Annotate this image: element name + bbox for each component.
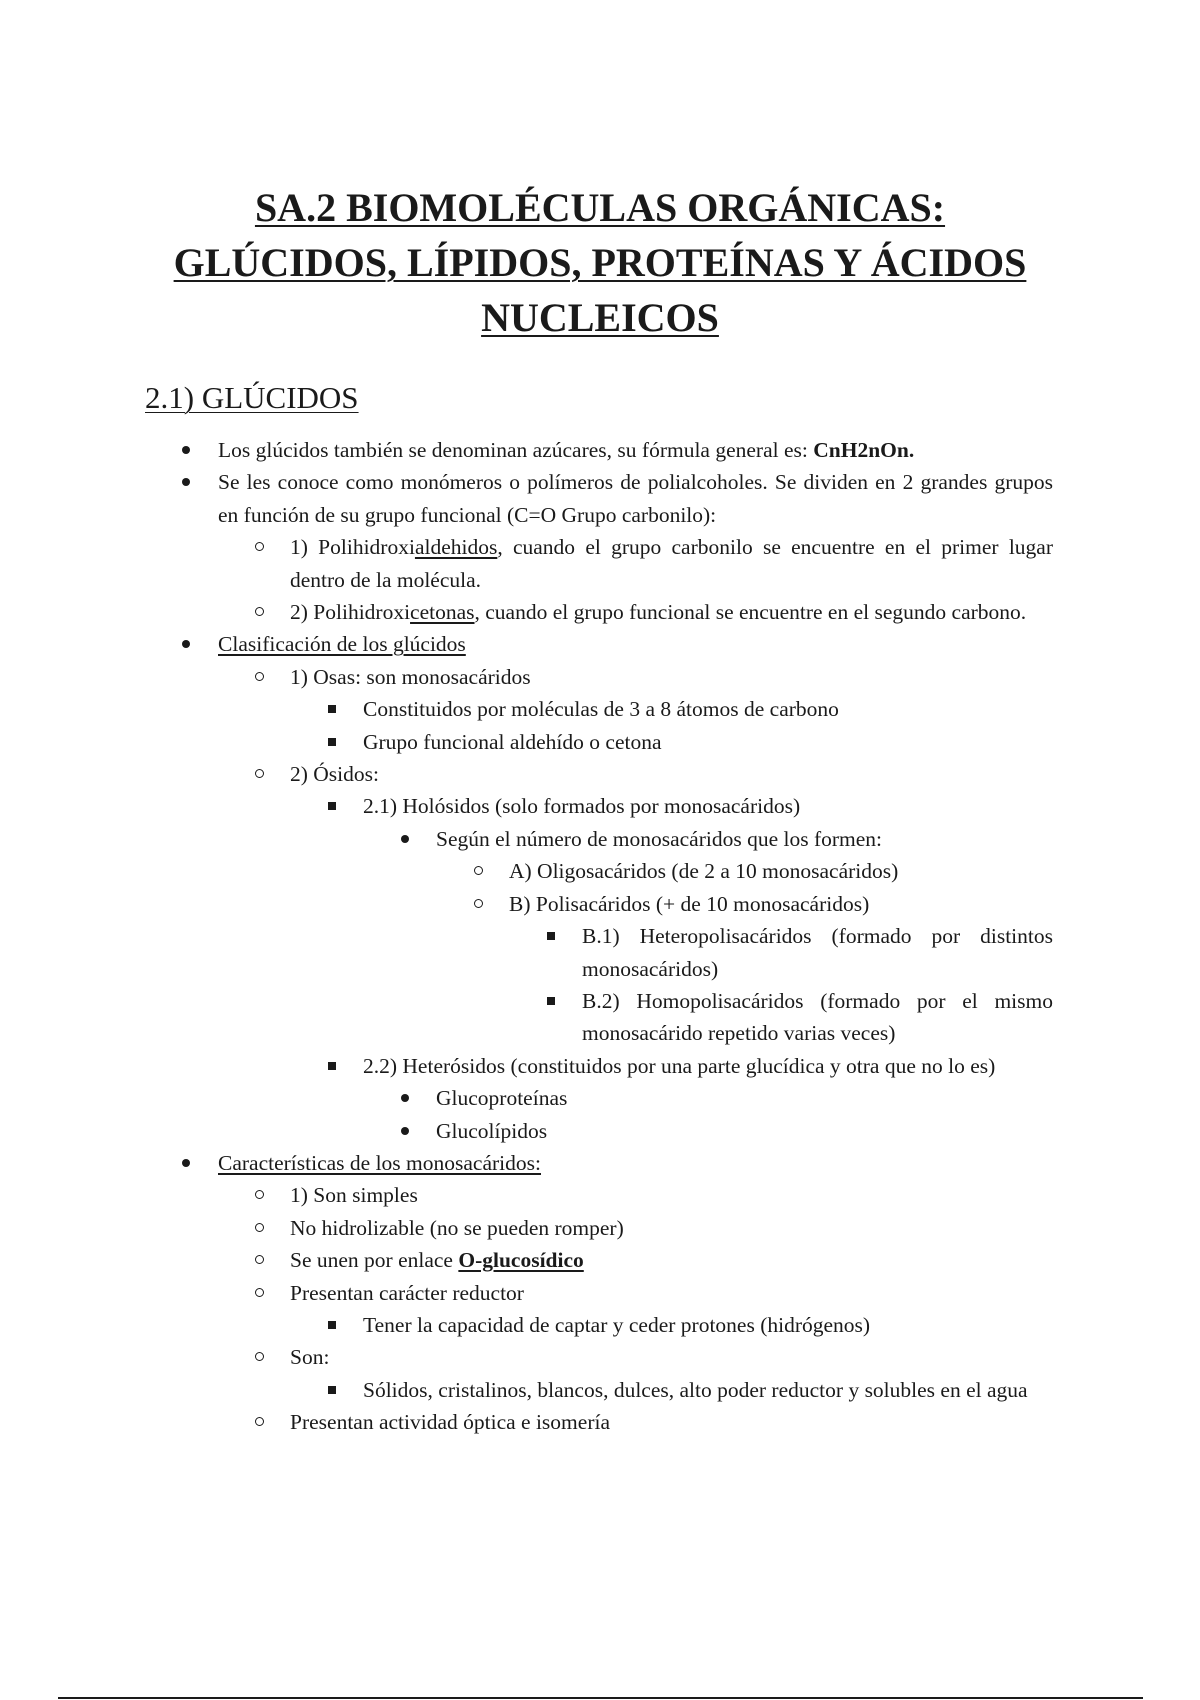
list-item: Tener la capacidad de captar y ceder protones (hidrógenos) (0, 1309, 1200, 1341)
bond-term: O-glucosídico (458, 1248, 584, 1273)
bullet-circle-icon (255, 1341, 264, 1361)
bullet-square-icon (328, 726, 336, 746)
bullet-disc-icon (401, 1082, 409, 1102)
footer-divider (58, 1697, 1143, 1699)
list-item: 1) Son simples (0, 1179, 1200, 1211)
bullet-disc-icon (182, 434, 190, 454)
document-title (140, 180, 1060, 345)
bullet-circle-icon (255, 1212, 264, 1232)
list-item (0, 628, 1200, 660)
list-item: B) Polisacáridos (+ de 10 monosacáridos) (0, 888, 1200, 920)
list-item: Los glúcidos también se denominan azúcares, su fórmula general es: CnH2nOn. (0, 434, 1200, 466)
bullet-square-icon (328, 1374, 336, 1394)
bullet-square-icon (328, 1309, 336, 1329)
list-item: B.1) Heteropolisacáridos (formado por distintos monosacáridos) (0, 920, 1200, 985)
list-item: 2) Ósidos: (0, 758, 1200, 790)
formula: CnH2nOn. (813, 438, 915, 462)
list-item: 2) Polihidroxicetonas, cuando el grupo funcional se encuentre en el segundo carbono. (0, 596, 1200, 628)
bullet-disc-icon (401, 823, 409, 843)
bullet-disc-icon (182, 1147, 190, 1167)
title-line-2: GLÚCIDOS, LÍPIDOS, PROTEÍNAS Y ÁCIDOS (173, 240, 1027, 285)
bullet-circle-icon (255, 758, 264, 778)
list-item: 1) Polihidroxialdehidos, cuando el grupo carbonilo se encuentre en el primer lugar dentro de la molécula. (0, 531, 1200, 596)
list-item: Constituidos por moléculas de 3 a 8 átomos de carbono (0, 693, 1200, 725)
subheading: Características de los monosacáridos: (218, 1150, 541, 1175)
bullet-list (0, 434, 1200, 1439)
title-line-3: NUCLEICOS (481, 295, 719, 340)
list-item: Presentan carácter reductor (0, 1277, 1200, 1309)
bullet-circle-icon (255, 1244, 264, 1264)
title-line-1: SA.2 BIOMOLÉCULAS ORGÁNICAS: (254, 185, 946, 230)
bullet-square-icon (328, 1050, 336, 1070)
bullet-circle-icon (255, 596, 264, 616)
list-item: No hidrolizable (no se pueden romper) (0, 1212, 1200, 1244)
list-item: Sólidos, cristalinos, blancos, dulces, alto poder reductor y solubles en el agua (0, 1374, 1200, 1406)
list-item: B.2) Homopolisacáridos (formado por el mismo monosacárido repetido varias veces) (0, 985, 1200, 1050)
list-item: Según el número de monosacáridos que los formen: (0, 823, 1200, 855)
list-item: Glucolípidos (0, 1115, 1200, 1147)
bullet-circle-icon (255, 661, 264, 681)
list-item: Se les conoce como monómeros o polímeros de polialcoholes. Se dividen en 2 grandes grupos en función de su grupo funcional (C=O Grupo carbonilo): (0, 466, 1200, 531)
bullet-circle-icon (255, 1179, 264, 1199)
bullet-square-icon (328, 790, 336, 810)
bullet-circle-icon (255, 531, 264, 551)
list-item: Se unen por enlace O-glucosídico (0, 1244, 1200, 1276)
list-item: A) Oligosacáridos (de 2 a 10 monosacáridos) (0, 855, 1200, 887)
bullet-square-icon (547, 920, 555, 940)
section-heading: 2.1) GLÚCIDOS (145, 380, 359, 415)
bullet-square-icon (547, 985, 555, 1005)
bullet-circle-icon (255, 1406, 264, 1426)
list-item: 2.2) Heterósidos (constituidos por una parte glucídica y otra que no lo es) (0, 1050, 1200, 1082)
list-item (0, 1147, 1200, 1179)
list-item: Son: (0, 1341, 1200, 1373)
list-item: 2.1) Holósidos (solo formados por monosacáridos) (0, 790, 1200, 822)
list-item: Presentan actividad óptica e isomería (0, 1406, 1200, 1438)
list-item: Glucoproteínas (0, 1082, 1200, 1114)
bullet-disc-icon (401, 1115, 409, 1135)
bullet-circle-icon (474, 855, 483, 875)
list-item: Grupo funcional aldehído o cetona (0, 726, 1200, 758)
bullet-disc-icon (182, 466, 190, 486)
bullet-square-icon (328, 693, 336, 713)
bullet-circle-icon (255, 1277, 264, 1297)
list-item: 1) Osas: son monosacáridos (0, 661, 1200, 693)
bullet-disc-icon (182, 628, 190, 648)
bullet-circle-icon (474, 888, 483, 908)
subheading: Clasificación de los glúcidos (218, 632, 466, 657)
